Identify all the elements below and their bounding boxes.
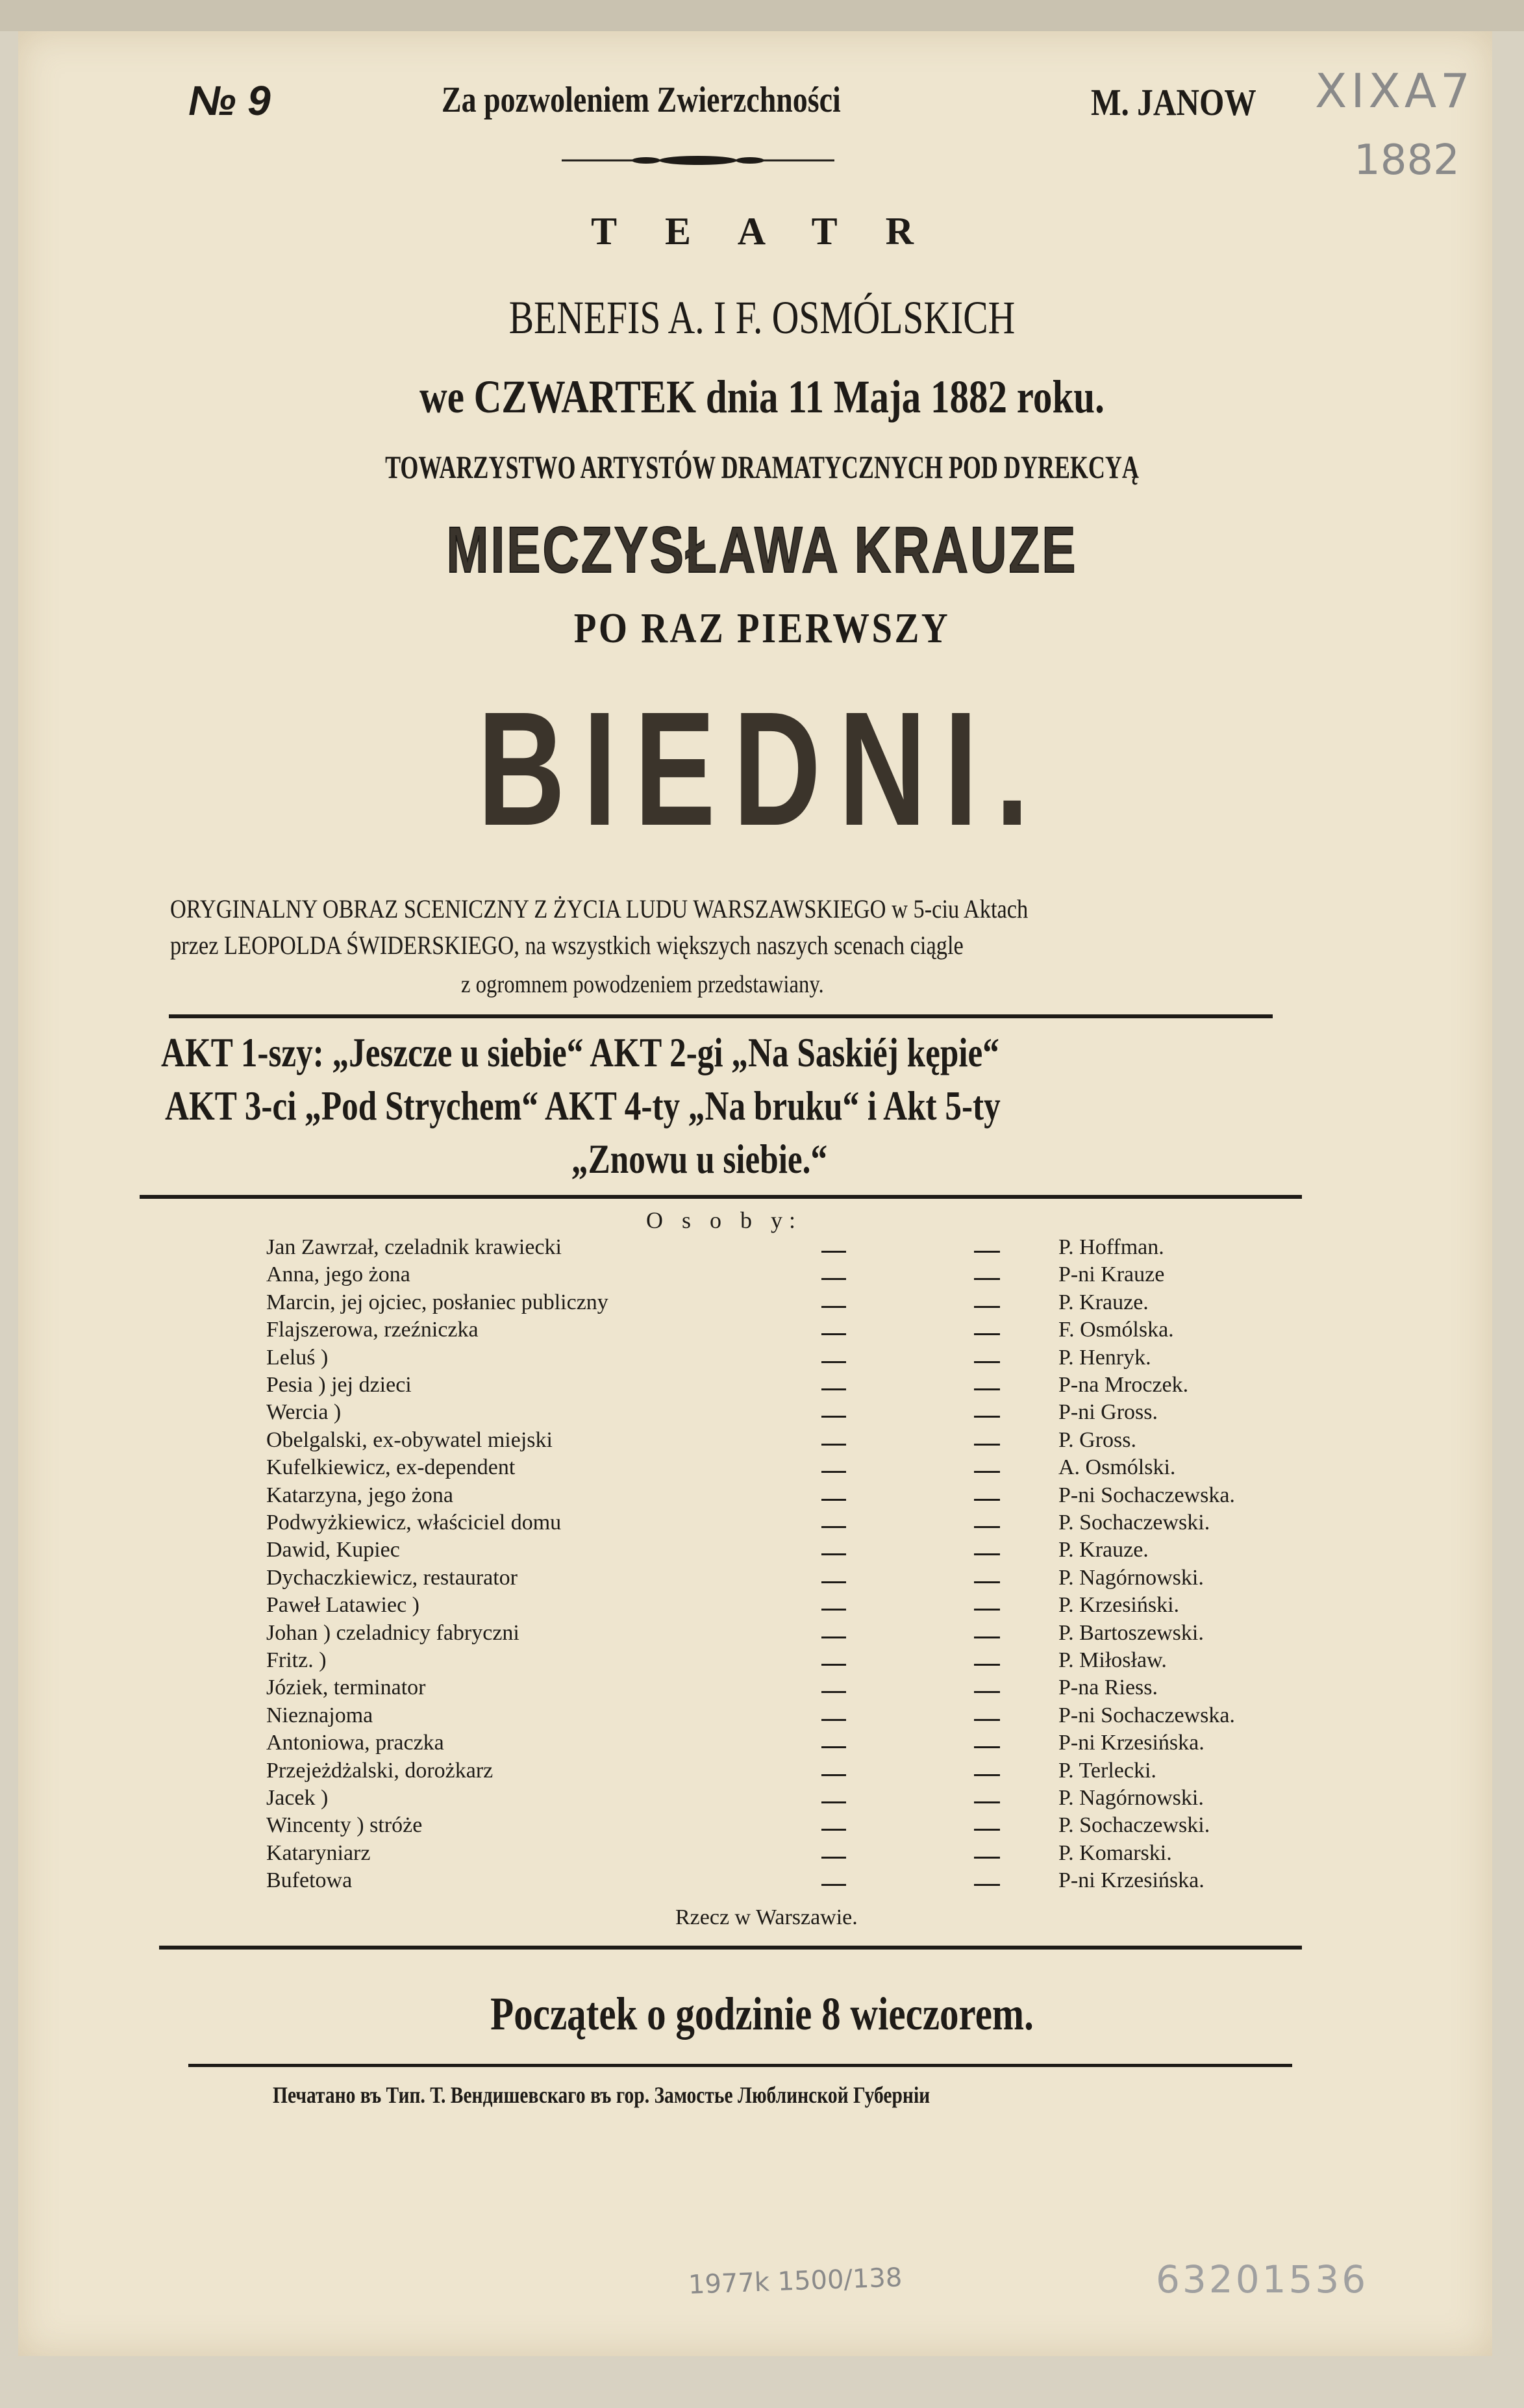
play-title: BIEDNI. [477,678,1047,859]
cast-role: Fritz. ) [266,1648,327,1672]
cast-actor: P. Henryk. [1058,1345,1151,1370]
cast-role: Wercia ) [266,1400,342,1425]
cast-dash [821,1251,846,1253]
description-line-2: przez LEOPOLDA ŚWIDERSKIEGO, na wszystkich większych naszych scenach ciągle [170,931,964,960]
cast-role: Katarzyna, jego żona [266,1483,453,1507]
cast-dash [821,1416,846,1418]
cast-row [0,1621,1524,1648]
cast-actor: P-na Riess. [1058,1675,1158,1700]
cast-dash [974,1801,1000,1803]
cast-row [0,1290,1524,1318]
cast-row [0,1786,1524,1813]
cast-dash [974,1719,1000,1721]
cast-row [0,1538,1524,1565]
cast-dash [974,1857,1000,1859]
cast-dash [821,1471,846,1473]
cast-dash [974,1416,1000,1418]
cast-dash [974,1361,1000,1363]
cast-dash [821,1829,846,1831]
place-line: M. JANOW [1091,81,1256,123]
cast-dash [974,1884,1000,1886]
cast-role: Leluś ) [266,1345,329,1370]
cast-role: Anna, jego żona [266,1262,410,1287]
ornament-divider-icon [562,153,834,168]
divider-rule [169,1014,1273,1018]
archive-stamp-number: 63201536 [1156,2257,1369,2301]
acts-line-3: „Znowu u siebie.“ [571,1136,828,1182]
cast-row [0,1428,1524,1455]
description-line-1: ORYGINALNY OBRAZ SCENICZNY Z ŻYCIA LUDU WARSZAWSKIEGO w 5-ciu Aktach [170,894,1029,923]
cast-role: Jan Zawrzał, czeladnik krawiecki [266,1235,562,1259]
cast-actor: P-ni Krauze [1058,1262,1165,1287]
director-name: MIECZYSŁAWA KRAUZE [446,514,1078,586]
cast-actor: P. Krzesiński. [1058,1593,1180,1618]
cast-row [0,1235,1524,1262]
cast-role: Podwyżkiewicz, właściciel domu [266,1511,562,1535]
cast-dash [974,1251,1000,1253]
cast-actor: P. Sochaczewski. [1058,1511,1210,1535]
cast-dash [974,1774,1000,1776]
cast-actor: F. Osmólska. [1058,1318,1174,1342]
cast-dash [821,1801,846,1803]
cast-dash [974,1526,1000,1528]
cast-row [0,1400,1524,1427]
cast-dash [974,1444,1000,1446]
cast-role: Kufelkiewicz, ex-dependent [266,1455,516,1480]
cast-dash [821,1444,846,1446]
setting-line: Rzecz w Warszawie. [675,1905,858,1929]
cast-dash [974,1499,1000,1501]
cast-dash [974,1609,1000,1611]
divider-rule [159,1946,1302,1950]
cast-role: Pesia ) jej dzieci [266,1373,412,1397]
cast-dash [821,1746,846,1748]
cast-row [0,1593,1524,1620]
acts-line-1: AKT 1-szy: „Jeszcze u siebie“ AKT 2-gi „Na Saskiéj kępie“ [161,1029,999,1075]
cast-dash [821,1278,846,1280]
cast-row [0,1455,1524,1483]
cast-dash [821,1553,846,1555]
premiere-line: PO RAZ PIERWSZY [573,605,951,652]
cast-role: Antoniowa, praczka [266,1731,444,1755]
description-line-3: z ogromnem powodzeniem przedstawiany. [461,971,824,998]
cast-dash [821,1719,846,1721]
pencil-shelfmark: XIXA7 [1315,64,1474,118]
cast-dash [974,1691,1000,1693]
cast-actor: P-ni Krzesińska. [1058,1731,1205,1755]
cast-dash [821,1306,846,1308]
benefis-line: BENEFIS A. I F. OSMÓLSKICH [508,292,1016,344]
cast-row [0,1675,1524,1703]
teatr-heading: T E A T R [591,210,933,253]
cast-actor: P. Hoffman. [1058,1235,1164,1259]
cast-dash [821,1637,846,1638]
cast-row [0,1373,1524,1400]
cast-dash [974,1553,1000,1555]
printer-line: Печатано въ Тип. Т. Вендишевскаго въ гор. Замостье Люблинской Губерніи [273,2082,931,2108]
cast-role: Flajszerowa, rzeźniczka [266,1318,479,1342]
cast-dash [821,1526,846,1528]
cast-role: Paweł Latawiec ) [266,1593,419,1618]
cast-actor: P. Gross. [1058,1427,1136,1452]
cast-role: Józiek, terminator [266,1675,426,1700]
cast-role: Obelgalski, ex-obywatel miejski [266,1427,553,1452]
start-time: Początek o godzinie 8 wieczorem. [490,1988,1034,2040]
cast-actor: P. Krauze. [1058,1538,1149,1562]
cast-dash [821,1333,846,1335]
cast-row [0,1483,1524,1511]
pencil-year: 1882 [1354,136,1460,184]
cast-actor: P. Nagórnowski. [1058,1565,1204,1590]
cast-actor: P. Terlecki. [1058,1758,1156,1783]
cast-dash [974,1829,1000,1831]
cast-role: Przejeżdżalski, dorożkarz [266,1758,493,1783]
cast-dash [974,1306,1000,1308]
date-line: we CZWARTEK dnia 11 Maja 1882 roku. [419,371,1105,423]
cast-dash [821,1691,846,1693]
cast-row [0,1813,1524,1840]
cast-actor: P-ni Krzesińska. [1058,1868,1205,1893]
scan-background [0,0,1524,31]
cast-dash [974,1746,1000,1748]
cast-role: Jacek ) [266,1786,329,1810]
cast-actor: P-ni Sochaczewska. [1058,1703,1235,1727]
cast-row [0,1566,1524,1593]
divider-rule [188,2064,1292,2067]
cast-dash [821,1388,846,1390]
cast-row [0,1511,1524,1538]
cast-dash [974,1637,1000,1638]
cast-row [0,1262,1524,1290]
cast-row [0,1841,1524,1868]
cast-heading: O s o b y: [646,1207,803,1233]
cast-role: Nieznajoma [266,1703,373,1727]
company-line: TOWARZYSTWO ARTYSTÓW DRAMATYCZNYCH POD DYREKCYĄ [385,449,1139,485]
cast-role: Johan ) czeladnicy fabryczni [266,1620,519,1645]
cast-actor: P-na Mroczek. [1058,1373,1189,1397]
permission-line: Za pozwoleniem Zwierzchności [442,80,841,120]
playbill-number: № 9 [188,77,271,124]
cast-dash [821,1774,846,1776]
cast-actor: P. Bartoszewski. [1058,1620,1204,1645]
cast-dash [974,1581,1000,1583]
cast-role: Dawid, Kupiec [266,1538,400,1562]
cast-row [0,1703,1524,1731]
cast-dash [821,1664,846,1666]
cast-dash [974,1388,1000,1390]
cast-row [0,1731,1524,1758]
cast-role: Bufetowa [266,1868,353,1893]
cast-actor: P. Krauze. [1058,1290,1149,1314]
cast-actor: P. Komarski. [1058,1840,1172,1865]
cast-dash [821,1361,846,1363]
cast-actor: A. Osmólski. [1058,1455,1176,1480]
cast-dash [821,1609,846,1611]
acts-line-2: AKT 3-ci „Pod Strychem“ AKT 4-ty „Na bruku“ i Akt 5-ty [165,1083,1001,1129]
archive-pencil-ref: 1977k 1500/138 [688,2263,903,2300]
cast-dash [821,1581,846,1583]
cast-actor: P. Nagórnowski. [1058,1786,1204,1810]
cast-row [0,1648,1524,1675]
cast-dash [974,1278,1000,1280]
cast-actor: P. Sochaczewski. [1058,1813,1210,1838]
cast-role: Kataryniarz [266,1840,371,1865]
cast-row [0,1759,1524,1786]
cast-dash [974,1333,1000,1335]
cast-actor: P-ni Gross. [1058,1400,1158,1425]
cast-row [0,1868,1524,1896]
cast-role: Dychaczkiewicz, restaurator [266,1565,518,1590]
cast-row [0,1318,1524,1345]
cast-role: Wincenty ) stróże [266,1813,423,1838]
cast-dash [821,1499,846,1501]
cast-role: Marcin, jej ojciec, posłaniec publiczny [266,1290,608,1314]
cast-actor: P-ni Sochaczewska. [1058,1483,1235,1507]
cast-dash [821,1884,846,1886]
cast-dash [974,1471,1000,1473]
cast-row [0,1346,1524,1373]
cast-dash [821,1857,846,1859]
cast-dash [974,1664,1000,1666]
divider-rule [140,1195,1302,1199]
cast-actor: P. Miłosław. [1058,1648,1167,1672]
